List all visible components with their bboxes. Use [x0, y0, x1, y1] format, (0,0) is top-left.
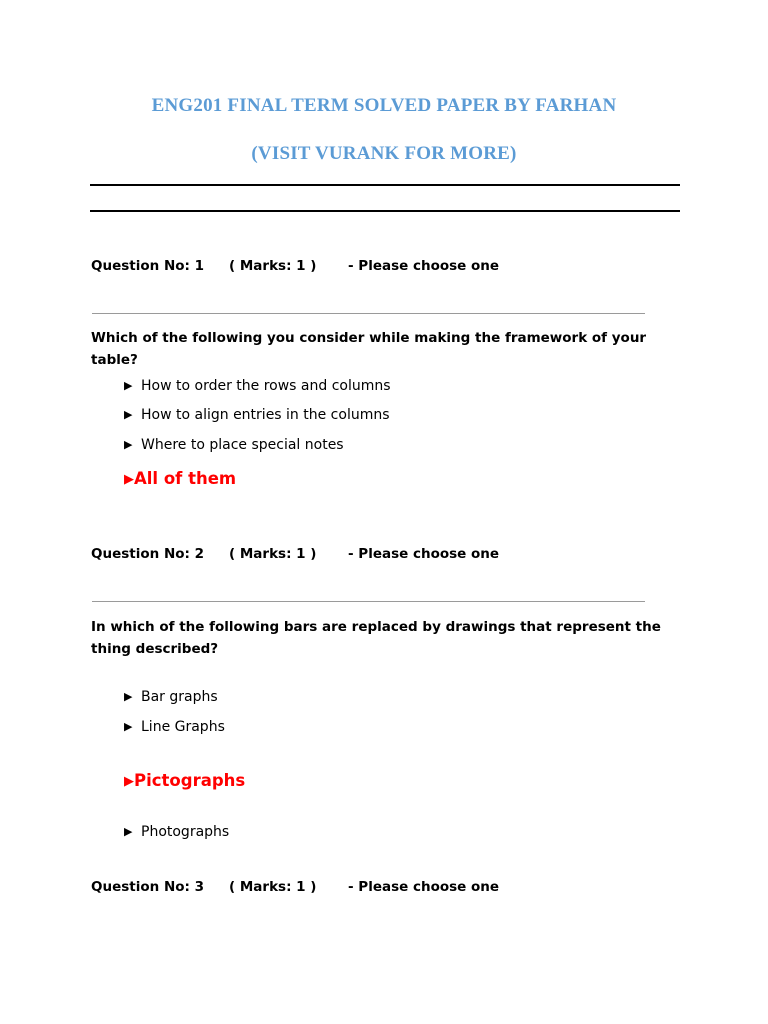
question-1-text: Which of the following you consider while making the framework of your table? [91, 330, 647, 368]
question-2-header [91, 544, 500, 564]
right-triangle-arrow-icon: ▶ [124, 774, 134, 789]
option-label: Bar graphs [141, 689, 218, 705]
right-triangle-arrow-icon: ▶ [124, 379, 133, 392]
paper-subtitle: (VISIT VURANK FOR MORE) [251, 143, 517, 164]
right-triangle-arrow-icon: ▶ [124, 720, 133, 733]
right-triangle-arrow-icon: ▶ [124, 690, 133, 703]
question-instruction: - Please choose one [348, 879, 500, 895]
question-marks: ( Marks: 1 ) [229, 258, 317, 274]
question-instruction: - Please choose one [348, 258, 500, 274]
header-divider-top [90, 184, 680, 186]
question-instruction: - Please choose one [348, 546, 500, 562]
question-2-answer [124, 770, 245, 793]
option-label: Photographs [141, 824, 230, 840]
question-2-text: In which of the following bars are replaced by drawings that represent the thing described? [91, 619, 661, 657]
question-3-header [91, 877, 500, 897]
question-1-answer [124, 468, 236, 491]
question-marks: ( Marks: 1 ) [229, 879, 317, 895]
right-triangle-arrow-icon: ▶ [124, 472, 134, 487]
question-2-option [124, 717, 225, 737]
question-divider [92, 313, 645, 314]
header-divider-bottom [90, 210, 680, 212]
question-marks: ( Marks: 1 ) [229, 546, 317, 562]
paper-title: ENG201 FINAL TERM SOLVED PAPER BY FARHAN [151, 95, 617, 116]
question-number: Question No: 3 [91, 879, 205, 895]
right-triangle-arrow-icon: ▶ [124, 825, 133, 838]
question-1-option [124, 435, 344, 455]
question-2-option [124, 687, 218, 707]
question-1-option [124, 405, 390, 425]
right-triangle-arrow-icon: ▶ [124, 408, 133, 421]
option-label: Where to place special notes [141, 437, 344, 453]
right-triangle-arrow-icon: ▶ [124, 438, 133, 451]
question-2-option [124, 822, 229, 842]
answer-label: Pictographs [134, 771, 246, 790]
question-1-header [91, 256, 500, 276]
option-label: Line Graphs [141, 719, 225, 735]
question-number: Question No: 2 [91, 546, 205, 562]
question-1-option [124, 376, 391, 396]
question-divider [92, 601, 645, 602]
answer-label: All of them [134, 469, 237, 488]
question-number: Question No: 1 [91, 258, 205, 274]
option-label: How to align entries in the columns [141, 407, 390, 423]
option-label: How to order the rows and columns [141, 378, 391, 394]
